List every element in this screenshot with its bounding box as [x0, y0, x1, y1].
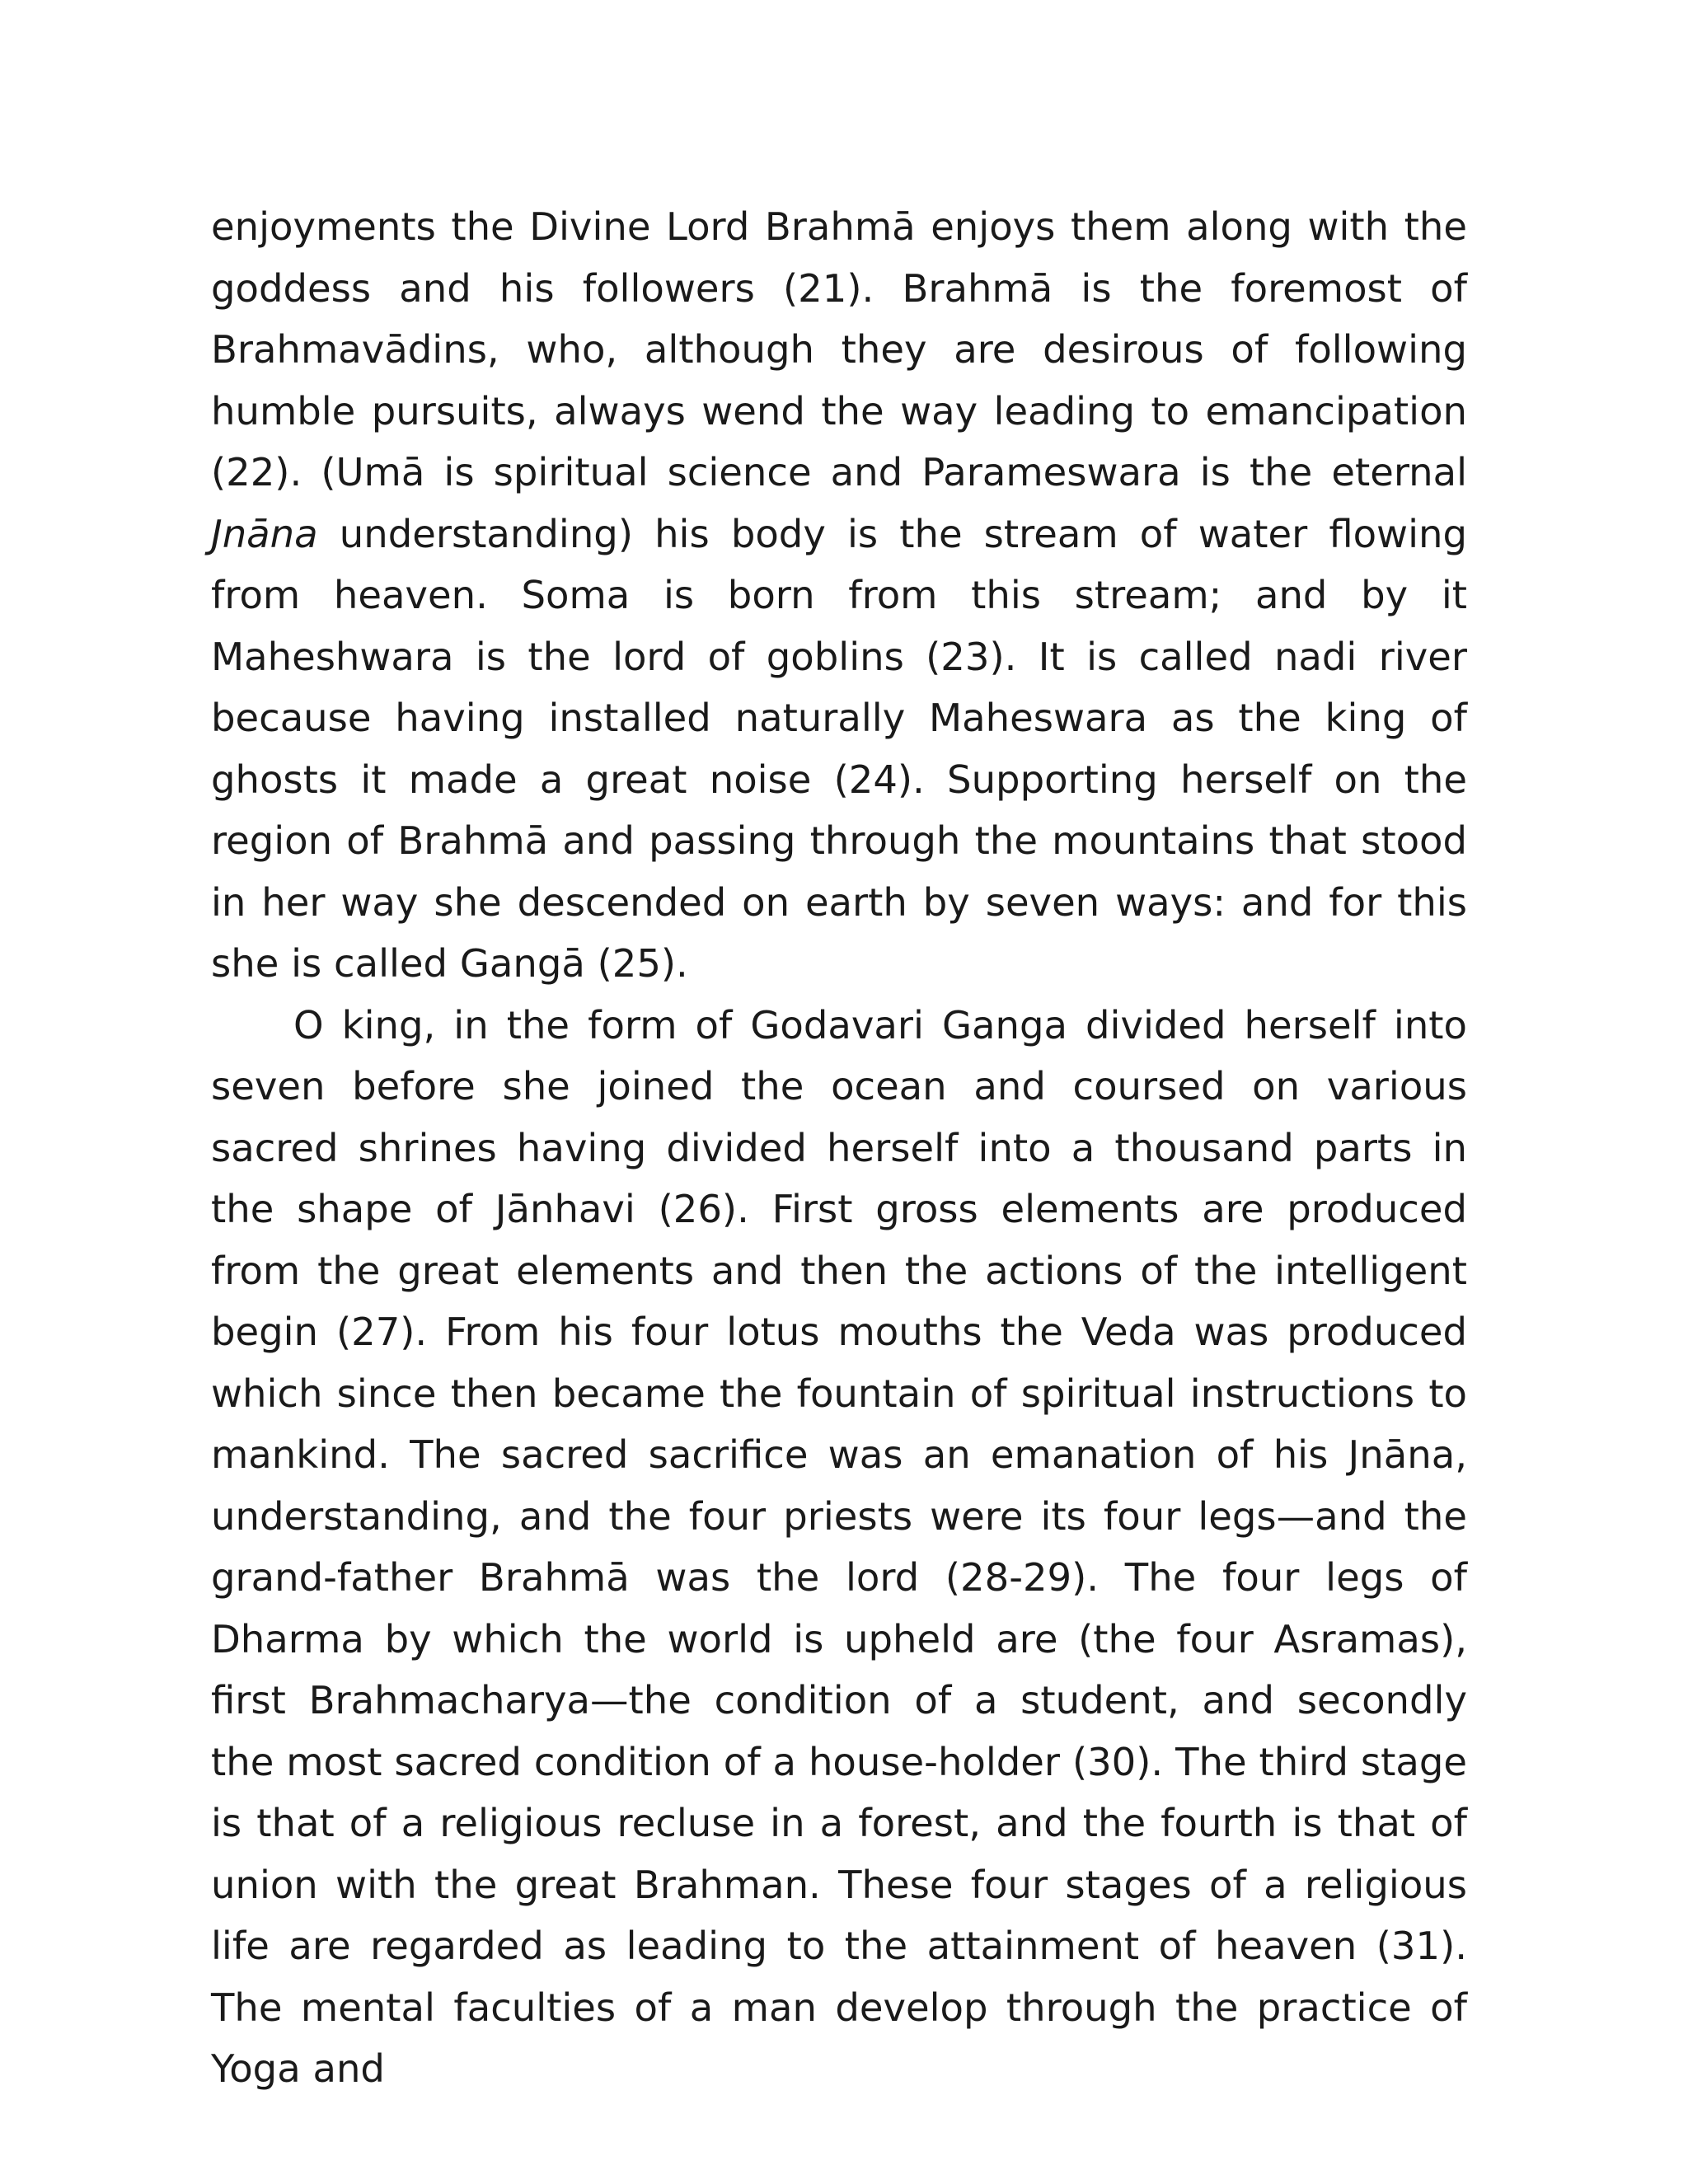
- body-text: [211, 196, 1467, 2100]
- text-segment: understanding) his body is the stream of water flowing from heaven. Soma is born from this stream; and by it Maheshwara is the lord of goblins (23). It is called nadi river because having installed naturally Maheswara as the king of ghosts it made a great noise (24). Supporting herself on the region of Brahmā and passing through the mountains that stood in her way she descended on earth by seven ways: and for this she is called Gangā (25).: [211, 511, 1467, 986]
- italic-term: Jnāna: [211, 511, 318, 556]
- text-segment: O king, in the form of Godavari Ganga divided herself into seven before she joined the ocean and coursed on various sacred shrines having divided herself into a thousand parts in the shape of Jānhavi (26). First gross elements are produced from the great elements and then the actions of the intelligent begin (27). From his four lotus mouths the Veda was produced which since then became the fountain of spiritual instructions to mankind. The sacred sacrifice was an emanation of his Jnāna, understanding, and the four priests were its four legs—and the grand-father Brahmā was the lord (28-29). The four legs of Dharma by which the world is upheld are (the four Asramas), first Brahmacharya—the condition of a student, and secondly the most sacred condition of a house-holder (30). The third stage is that of a religious recluse in a forest, and the fourth is that of union with the great Brahman. These four stages of a religious life are regarded as leading to the attainment of heaven (31). The mental faculties of a man develop through the practice of Yoga and: [211, 1002, 1467, 2091]
- paragraph: [211, 995, 1467, 2100]
- text-segment: enjoyments the Divine Lord Brahmā enjoys them along with the goddess and his followers (21). Brahmā is the foremost of Brahmavādins, who, although they are desirous of following humble pursuits, always wend the way leading to emancipation (22). (Umā is spiritual science and Parameswara is the eternal: [211, 204, 1467, 494]
- paragraph: [211, 196, 1467, 995]
